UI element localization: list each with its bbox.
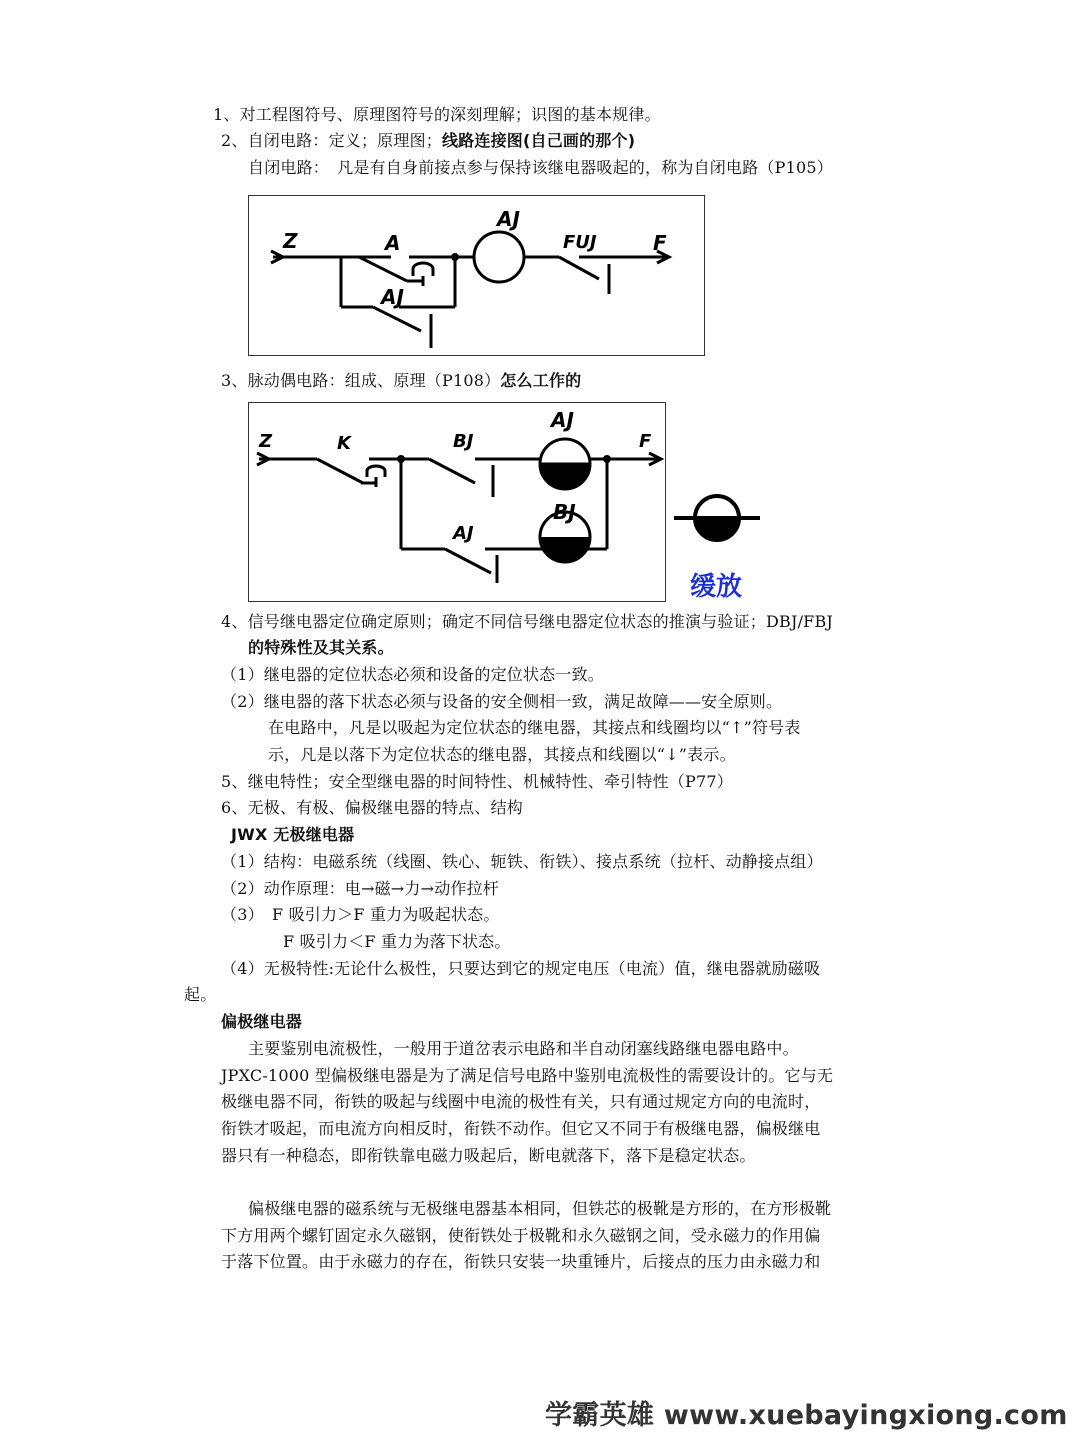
item-2-text-b: 线路连接图(自己画的那个) bbox=[441, 131, 636, 150]
aj-relay-coil bbox=[474, 232, 524, 282]
rule-2: （2）继电器的落下状态必须与设备的安全侧相一致，满足故障——安全原则。 bbox=[221, 692, 783, 711]
polar-para1-line3: 极继电器不同，衔铁的吸起与线圈中电流的极性有关，只有通过规定方向的电流时， bbox=[221, 1092, 821, 1111]
footer-watermark: 学霸英雄 www.xuebayingxiong.com bbox=[545, 1400, 1068, 1431]
fuj-label: FUJ bbox=[563, 232, 597, 253]
a-contact-arm bbox=[359, 257, 407, 281]
self-hold-definition: 自闭电路： 凡是有自身前接点参与保持该继电器吸起的，称为自闭电路（P105） bbox=[248, 158, 833, 177]
item-3-text-a: 3、脉动偶电路：组成、原理（P108） bbox=[221, 371, 501, 390]
jwx-drop-state: F 吸引力＜F 重力为落下状态。 bbox=[283, 932, 511, 951]
polar-para2-line3: 于落下位置。由于永磁力的存在，衔铁只安装一块重锤片，后接点的压力由永磁力和 bbox=[221, 1252, 821, 1271]
item-2-text-a: 2、自闭电路：定义；原理图； bbox=[221, 131, 442, 150]
a-label: A bbox=[385, 231, 401, 255]
self-hold-circuit-svg bbox=[249, 196, 704, 355]
aj-contact-arm bbox=[373, 307, 421, 331]
k-button-cap bbox=[367, 466, 385, 477]
a-button-cap bbox=[413, 263, 433, 276]
item-2-text bbox=[221, 130, 635, 152]
f-label: F bbox=[639, 431, 652, 452]
polar-para1-line4: 衔铁才吸起，而电流方向相反时，衔铁不动作。但它又不同于有极继电器，偏极继电 bbox=[221, 1119, 821, 1138]
bj-contact-arm bbox=[429, 459, 475, 483]
item-4-text-a: 4、信号继电器定位确定原则；确定不同信号继电器定位状态的推演与验证；DBJ/FBJ bbox=[221, 612, 834, 631]
slow-release-label: 缓放 bbox=[690, 572, 743, 602]
polar-para2-line2: 下方用两个螺钉固定永久磁钢，使衔铁处于极靴和永久磁钢之间，受永磁力的作用偏 bbox=[221, 1226, 821, 1245]
polar-para1-line1: 主要鉴别电流极性，一般用于道岔表示电路和半自动闭塞线路继电器电路中。 bbox=[248, 1039, 799, 1058]
jwx-characteristic-b: 起。 bbox=[184, 985, 217, 1004]
rule-1: （1）继电器的定位状态必须和设备的定位状态一致。 bbox=[221, 665, 604, 684]
f-label: F bbox=[653, 231, 667, 255]
junction-node bbox=[451, 253, 459, 261]
item-3-text bbox=[221, 370, 581, 392]
rule-2-detail-b: 示，凡是以落下为定位状态的继电器，其接点和线圈以“↓”表示。 bbox=[268, 745, 736, 764]
jwx-heading: JWX 无极继电器 bbox=[231, 825, 355, 844]
jwx-principle: （2）动作原理：电→磁→力→动作拉杆 bbox=[221, 879, 499, 898]
fuj-contact-arm bbox=[559, 257, 599, 279]
polar-para1-line2: JPXC-1000 型偏极继电器是为了满足信号电路中鉴别电流极性的需要设计的。它与无 bbox=[221, 1066, 834, 1085]
item-1-text: 1、对工程图符号、原理图符号的深刻理解；识图的基本规律。 bbox=[213, 105, 661, 124]
aj-contact-arm bbox=[445, 549, 491, 573]
bj-coil-label: BJ bbox=[553, 500, 576, 524]
pulse-circuit-diagram bbox=[248, 402, 666, 602]
pulse-circuit-svg bbox=[249, 403, 665, 601]
item-5-text: 5、继电特性；安全型继电器的时间特性、机械特性、牵引特性（P77） bbox=[221, 772, 733, 791]
jwx-structure: （1）结构：电磁系统（线圈、铁心、轭铁、衔铁）、接点系统（拉杆、动静接点组） bbox=[221, 852, 823, 871]
rule-2-detail-a: 在电路中，凡是以吸起为定位状态的继电器，其接点和线圈均以“↑”符号表 bbox=[268, 718, 801, 737]
k-contact-arm bbox=[317, 459, 363, 483]
polar-para1-line5: 器只有一种稳态，即衔铁靠电磁力吸起后，断电就落下，落下是稳定状态。 bbox=[221, 1146, 756, 1165]
z-label: Z bbox=[259, 431, 273, 452]
polar-heading: 偏极继电器 bbox=[221, 1012, 303, 1031]
aj-contact-label: AJ bbox=[453, 523, 474, 544]
aj-coil-label: AJ bbox=[497, 207, 520, 231]
bj-label: BJ bbox=[453, 431, 474, 452]
right-junction bbox=[603, 455, 611, 463]
item-4-text-b: 的特殊性及其关系。 bbox=[248, 638, 394, 657]
z-label: Z bbox=[283, 229, 298, 253]
self-hold-circuit-diagram bbox=[248, 195, 705, 356]
jwx-pickup-state: （3） F 吸引力＞F 重力为吸起状态。 bbox=[221, 905, 500, 924]
jwx-characteristic-a: （4）无极特性:无论什么极性，只要达到它的规定电压（电流）值，继电器就励磁吸 bbox=[221, 959, 821, 978]
left-junction bbox=[397, 455, 405, 463]
aj-slow-release-coil bbox=[540, 439, 590, 490]
item-3-text-b: 怎么工作的 bbox=[500, 371, 582, 390]
k-label: K bbox=[337, 433, 351, 454]
polar-para2-line1: 偏极继电器的磁系统与无极继电器基本相同，但铁芯的极靴是方形的，在方形极靴 bbox=[248, 1199, 832, 1218]
item-6-text: 6、无极、有极、偏极继电器的特点、结构 bbox=[221, 798, 523, 817]
aj-coil-label: AJ bbox=[551, 408, 574, 432]
slow-release-symbol bbox=[672, 490, 762, 550]
aj-contact-label: AJ bbox=[381, 285, 404, 309]
